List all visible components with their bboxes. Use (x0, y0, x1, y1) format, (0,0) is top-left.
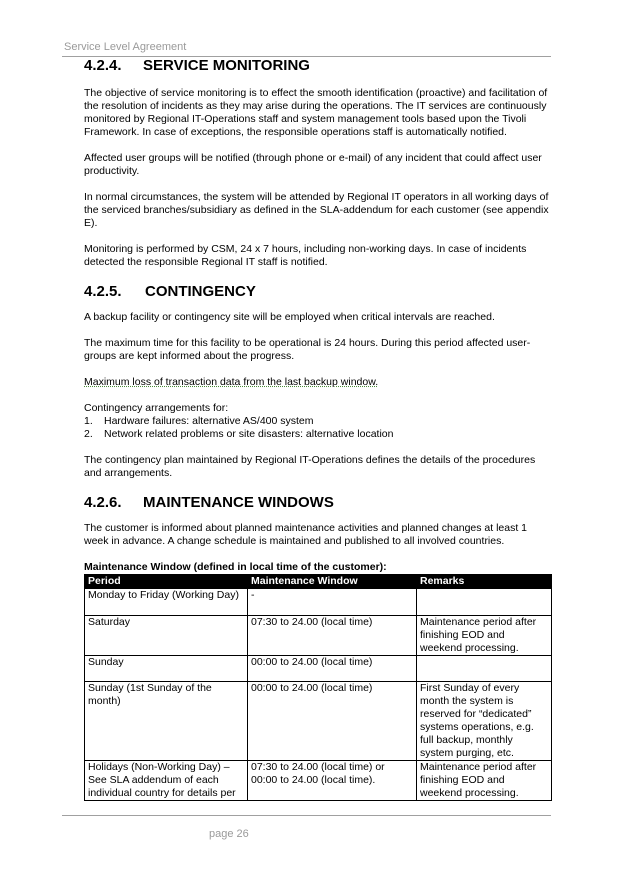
list-number: 2. (84, 428, 93, 440)
table-header-row (85, 575, 552, 589)
paragraph: The maximum time for this facility to be operational is 24 hours. During this period affected user-groups are kept informed about the progress. (84, 337, 531, 362)
running-header: Service Level Agreement (64, 41, 187, 53)
paragraph: Affected user groups will be notified (through phone or e-mail) of any incident that could affect user productivity. (84, 152, 542, 177)
list-number: 1. (84, 415, 93, 427)
column-header: Maintenance Window (248, 575, 417, 589)
contingency-list (84, 415, 550, 441)
column-header: Remarks (417, 575, 552, 589)
section-heading-monitoring (84, 57, 550, 75)
list-text: Network related problems or site disasters: alternative location (104, 428, 394, 440)
section-number: 4.2.6. (84, 494, 122, 511)
section-title: MAINTENANCE WINDOWS (143, 494, 334, 511)
table-cell: 00:00 to 24.00 (local time) (248, 656, 417, 682)
table-cell: Sunday (1st Sunday of the month) (85, 682, 248, 761)
table-cell: 07:30 to 24.00 (local time) or 00:00 to 24.00 (local time). (248, 761, 417, 801)
table-cell: 07:30 to 24.00 (local time) (248, 616, 417, 656)
paragraph: A backup facility or contingency site will be employed when critical intervals are reached. (84, 311, 495, 323)
table-cell: - (248, 589, 417, 616)
table-cell: First Sunday of every month the system is reserved for “dedicated” systems operations, e.g. full backup, monthly system purging, etc. (417, 682, 552, 761)
table-row (85, 682, 552, 761)
list-text: Hardware failures: alternative AS/400 system (104, 415, 314, 427)
column-header: Period (85, 575, 248, 589)
paragraph-underlined: Maximum loss of transaction data from the last backup window. (84, 376, 379, 388)
section-title: CONTINGENCY (145, 283, 256, 300)
table-cell: Holidays (Non-Working Day) – See SLA addendum of each individual country for details per (85, 761, 248, 801)
paragraph: The objective of service monitoring is to effect the smooth identification (proactive) and facilitation of the resolution of incidents as they may arise during the operations. The IT services are continuously monitored by Regional IT-Operations staff and system management tools based upon the Tivoli Framework. In case of exceptions, the responsible operations staff is automatically notified. (84, 87, 548, 138)
section-number: 4.2.4. (84, 57, 122, 74)
table-title: Maintenance Window (defined in local time of the customer): (84, 561, 387, 573)
table-row (85, 616, 552, 656)
paragraph: Contingency arrangements for: (84, 402, 229, 414)
list-item (84, 415, 550, 428)
table-cell: Maintenance period after finishing EOD and weekend processing. (417, 616, 552, 656)
table-row (85, 656, 552, 682)
table-row (85, 589, 552, 616)
table-cell (417, 589, 552, 616)
list-item (84, 428, 550, 441)
table-cell: Monday to Friday (Working Day) (85, 589, 248, 616)
table-cell: 00:00 to 24.00 (local time) (248, 682, 417, 761)
table-cell: Saturday (85, 616, 248, 656)
table-cell: Sunday (85, 656, 248, 682)
paragraph: The contingency plan maintained by Regional IT-Operations defines the details of the procedures and arrangements. (84, 454, 536, 479)
section-heading-contingency (84, 283, 550, 301)
footer-divider (62, 815, 551, 816)
section-heading-maintenance (84, 494, 550, 512)
table-cell: Maintenance period after finishing EOD and weekend processing. (417, 761, 552, 801)
page-number: page 26 (209, 828, 249, 840)
paragraph: Monitoring is performed by CSM, 24 x 7 hours, including non-working days. In case of incidents detected the responsible Regional IT staff is notified. (84, 243, 527, 268)
table-row (85, 761, 552, 801)
page-content (84, 57, 550, 801)
paragraph: In normal circumstances, the system will be attended by Regional IT operators in all working days of the serviced branches/subsidiary as defined in the SLA-addendum for each customer (see appendix E). (84, 191, 549, 229)
section-number: 4.2.5. (84, 283, 122, 300)
section-title: SERVICE MONITORING (143, 57, 310, 74)
table-cell (417, 656, 552, 682)
maintenance-table (84, 574, 552, 801)
paragraph: The customer is informed about planned maintenance activities and planned changes at least 1 week in advance. A change schedule is maintained and published to all involved countries. (84, 522, 528, 547)
